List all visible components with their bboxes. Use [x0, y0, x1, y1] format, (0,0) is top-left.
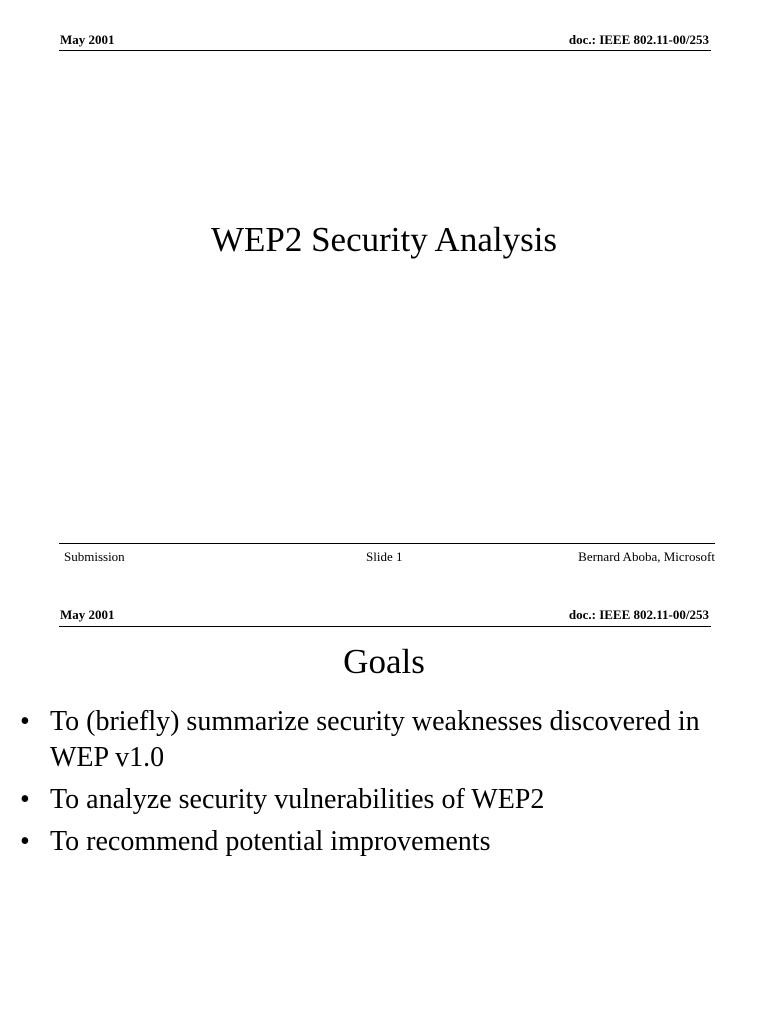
bullet-dot-icon: • [20, 706, 30, 737]
header-doc-id: doc.: IEEE 802.11-00/253 [568, 32, 709, 47]
header-date: May 2001 [60, 607, 115, 622]
bullet-item [20, 704, 740, 776]
bullet-text: To recommend potential improvements [50, 826, 491, 857]
bullet-dot-icon: • [20, 784, 30, 815]
bullet-text: To (briefly) summarize security weaknesses discovered in WEP v1.0 [50, 706, 700, 773]
bullet-item [20, 824, 740, 860]
bullet-dot-icon: • [20, 826, 30, 857]
header-divider [59, 50, 711, 51]
footer-author: Bernard Aboba, Microsoft [578, 549, 715, 564]
bullet-item [20, 782, 740, 818]
footer-divider [59, 543, 715, 544]
slide-title: WEP2 Security Analysis [210, 220, 558, 259]
footer-slide-number: Slide 1 [366, 549, 403, 564]
slide-2 [0, 576, 768, 1024]
header-divider [59, 626, 711, 627]
header-doc-id: doc.: IEEE 802.11-00/253 [568, 607, 709, 622]
bullet-list [20, 704, 740, 866]
footer-submission: Submission [64, 549, 125, 564]
slide-title: Goals [343, 642, 425, 681]
header-date: May 2001 [60, 32, 115, 47]
bullet-text: To analyze security vulnerabilities of WEP2 [50, 784, 545, 815]
